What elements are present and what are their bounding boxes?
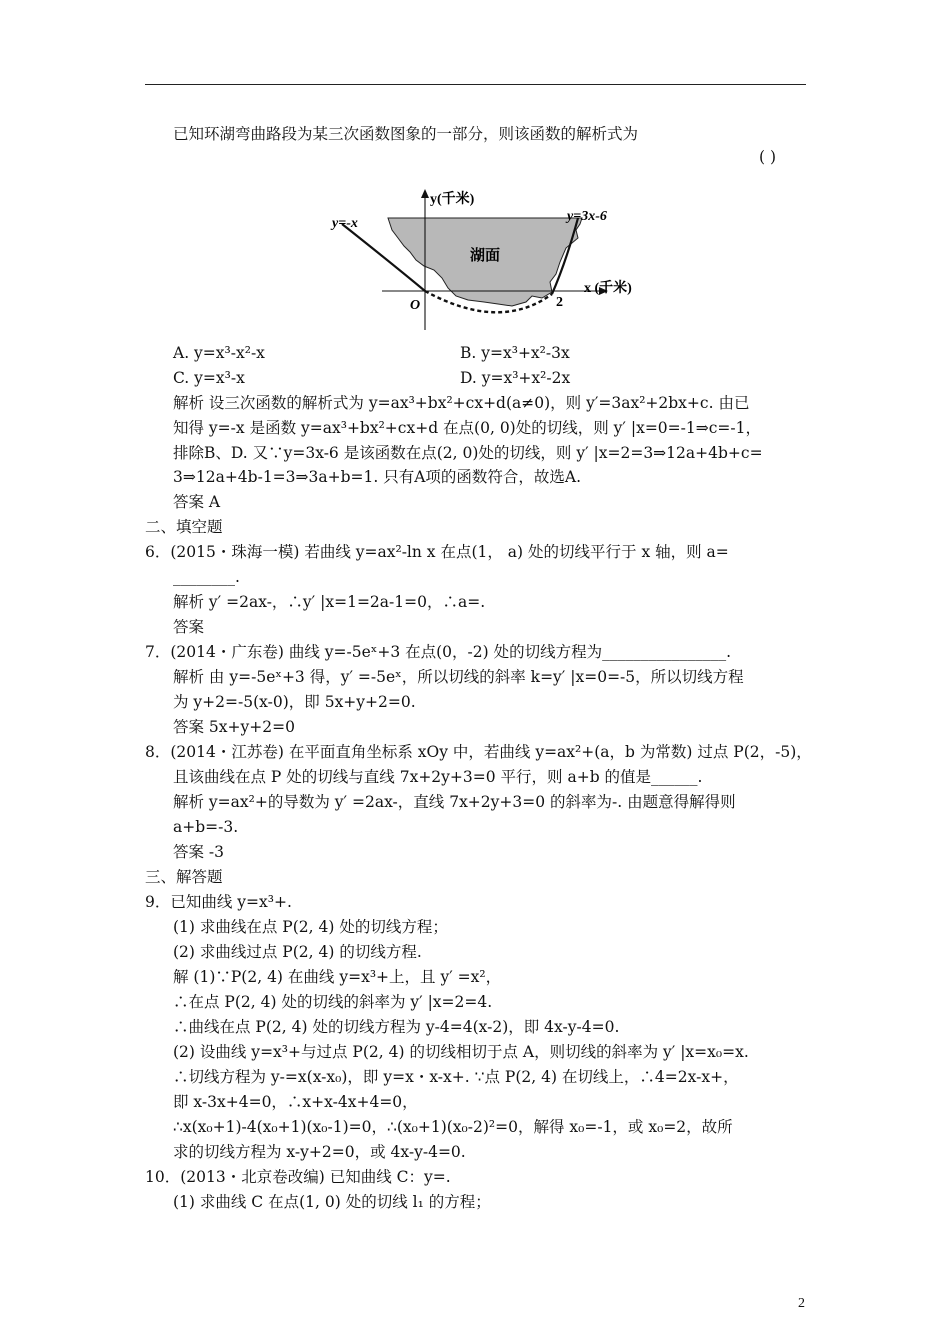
option-d: D. y=x³+x²-2x [460,369,571,387]
q6-analysis: 解析 y′ =2ax-，∴y′ |x=1=2a-1=0，∴a=. [173,593,486,611]
q7-line1: 7．(2014・广东卷) 曲线 y=-5eˣ+3 在点(0，-2) 处的切线方程为________________. [145,643,732,661]
y-axis-arrow [421,189,429,198]
q5-analysis-line2: 知得 y=-x 是函数 y=ax³+bx²+cx+d 在点(0, 0)处的切线，则 y′ |x=0=-1⇒c=-1， [173,419,762,437]
q8-line2: 且该曲线在点 P 处的切线与直线 7x+2y+3=0 平行，则 a+b 的值是______. [173,768,703,786]
page-number: 2 [798,1296,805,1311]
q5-analysis-line1: 解析 设三次函数的解析式为 y=ax³+bx²+cx+d(a≠0)，则 y′=3ax²+2bx+c. 由已 [173,394,750,412]
q5-answer: 答案 A [173,493,221,511]
q7-analysis-line2: 为 y+2=-5(x-0)，即 5x+y+2=0. [173,693,416,711]
section-fill-in: 二、填空题 [145,518,223,536]
tick-2-label: 2 [556,295,563,310]
q9-solution-line7: ∴x(x₀+1)-4(x₀+1)(x₀-1)=0，∴(x₀+1)(x₀-2)²=0，解得 x₀=-1，或 x₀=2，故所 [173,1118,733,1136]
q9-solution-line2: ∴在点 P(2, 4) 处的切线的斜率为 y′ |x=2=4. [173,993,493,1011]
q5-analysis-line4: 3⇒12a+4b-1=3⇒3a+b=1. 只有A项的函数符合，故选A. [173,468,582,486]
lake-label: 湖面 [470,246,501,264]
q6-answer: 答案 [173,618,205,636]
q9-part1: (1) 求曲线在点 P(2, 4) 处的切线方程； [173,918,448,936]
q6-line1: 6．(2015・珠海一模) 若曲线 y=ax²-ln x 在点(1， a) 处的切线平行于 x 轴，则 a= [145,543,729,561]
q5-analysis-line3: 排除B、D. 又∵y=3x-6 是该函数在点(2, 0)处的切线，则 y′ |x=2=3⇒12a+4b+c= [173,444,763,462]
question-intro: 已知环湖弯曲路段为某三次函数图象的一部分，则该函数的解析式为 [173,125,639,143]
y-axis-label: y(千米) [430,192,475,207]
q8-line1: 8．(2014・江苏卷) 在平面直角坐标系 xOy 中，若曲线 y=ax²+(a，b 为常数) 过点 P(2，-5)， [145,743,812,761]
q9-solution-line1: 解 (1)∵P(2, 4) 在曲线 y=x³+上，且 y′ =x²， [173,968,502,986]
q9-solution-line4: (2) 设曲线 y=x³+与过点 P(2, 4) 的切线相切于点 A，则切线的斜率为 y′ |x=x₀=x. [173,1043,749,1061]
section-solve: 三、解答题 [145,868,223,886]
q9-line1: 9．已知曲线 y=x³+. [145,893,292,911]
q9-part2: (2) 求曲线过点 P(2, 4) 的切线方程. [173,943,422,961]
lake-figure [320,182,660,332]
q7-answer: 答案 5x+y+2=0 [173,718,295,736]
q8-analysis-line2: a+b=-3. [173,818,239,836]
option-a: A. y=x³-x²-x [173,344,265,362]
q9-solution-line8: 求的切线方程为 x-y+2=0，或 4x-y-4=0. [173,1143,466,1161]
answer-paren: ( ) [759,148,777,166]
x-axis-label: x (千米) [584,281,632,296]
right-line-label: y=3x-6 [567,209,607,224]
q10-line1: 10．(2013・北京卷改编) 已知曲线 C：y=. [145,1168,451,1186]
q10-part1: (1) 求曲线 C 在点(1, 0) 处的切线 l₁ 的方程； [173,1193,491,1211]
q9-solution-line6: 即 x-3x+4=0，∴x+x-4x+4=0， [173,1093,418,1111]
header-rule [145,84,806,85]
q8-answer: 答案 -3 [173,843,225,861]
option-b: B. y=x³+x²-3x [460,344,570,362]
left-line-label: y=-x [332,216,358,231]
q7-analysis-line1: 解析 由 y=-5eˣ+3 得，y′ =-5eˣ，所以切线的斜率 k=y′ |x=0=-5，所以切线方程 [173,668,744,686]
q9-solution-line5: ∴切线方程为 y-=x(x-x₀)，即 y=x・x-x+. ∵点 P(2, 4) 在切线上，∴4=2x-x+， [173,1068,739,1086]
q9-solution-line3: ∴曲线在点 P(2, 4) 处的切线方程为 y-4=4(x-2)，即 4x-y-4=0. [173,1018,620,1036]
origin-label: O [410,298,421,313]
q6-line2: ________. [173,568,240,586]
q8-analysis-line1: 解析 y=ax²+的导数为 y′ =2ax-，直线 7x+2y+3=0 的斜率为-. 由题意得解得则 [173,793,736,811]
option-c: C. y=x³-x [173,369,245,387]
